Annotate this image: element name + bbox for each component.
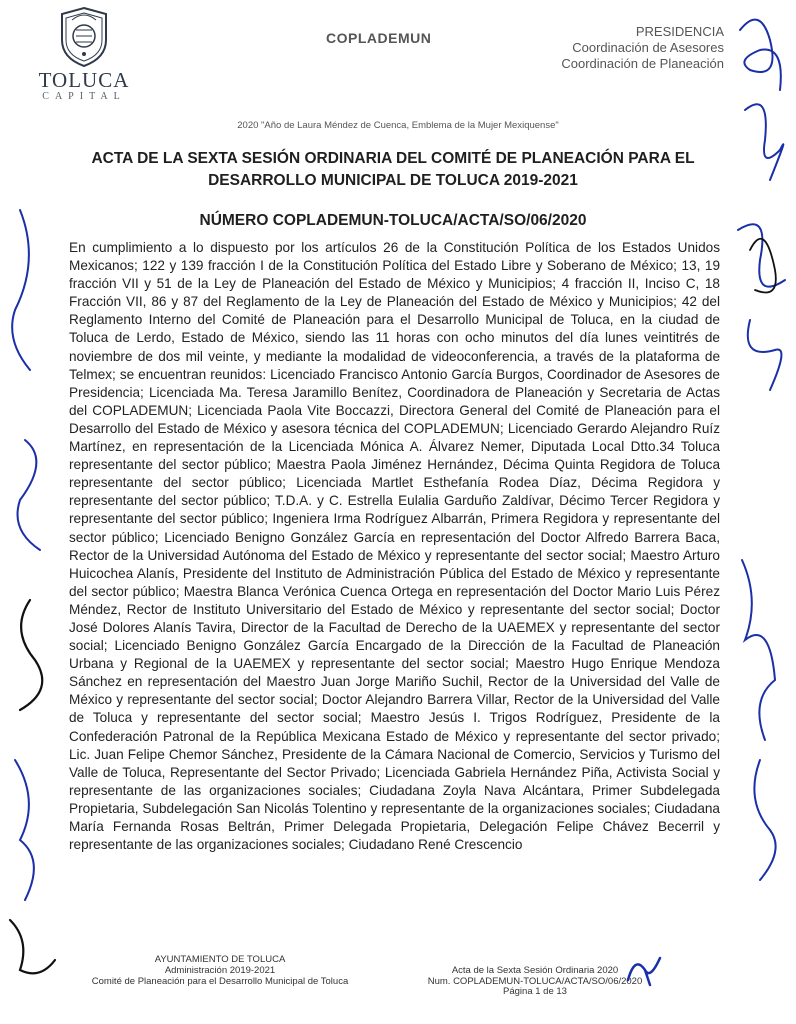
logo-wordmark: TOLUCA bbox=[38, 68, 130, 92]
toluca-logo bbox=[36, 6, 132, 110]
document-body: En cumplimiento a lo dispuesto por los artículos 26 de la Constitución Política de los Estados Unidos Mexicanos; 122 y 139 fracción I de la Constitución Política del Estado Libre y Soberano de México; 13, 19 fracción VII y 51 de la Ley de Planeación del Estado de México y Municipios; 4 fracción II, Inciso C, 18 Fracción VII, 86 y 87 del Reglamento de la Ley de Planeación del Estado de México y Municipios; 42 del Reglamento Interno del Comité de Planeación para el Desarrollo Municipal de Toluca, en la ciudad de Toluca de Lerdo, Estado de México, siendo las 11 horas con ocho minutos del día lunes veintitrés de noviembre de dos mil veinte, y mediante la modalidad de videoconferencia, a través de la plataforma de Telmex; se encuentran reunidos: Licenciado Francisco Antonio García Burgos, Coordinador de Asesores de Presidencia; Licenciada Ma. Teresa Jaramillo Benítez, Coordinadora de Planeación y Secretaria de Actas del COPLADEMUN; Licenciada Paola Vite Boccazzi, Directora General del Comité de Planeación para el Desarrollo del Estado de México y asesora técnica del COPLADEMUN; Licenciado Gerardo Alejandro Ruíz Martínez, en representación de la Licenciada Mónica A. Álvarez Nemer, Diputada Local Dtto.34 Toluca representante del sector público; Maestra Paola Jiménez Hernández, Décima Quinta Regidora de Toluca representante del sector público; Licenciada Martlet Esthefanía Rodea Díaz, Décima Regidora y representante del sector público; T.D.A. y C. Estrella Eulalia Garduño Zaldívar, Décimo Tercer Regidora y representante del sector público; Ingeniera Irma Rodríguez Albarrán, Primera Regidora y representante del sector público; Licenciado Benigno González García en representación del Doctor Alfredo Barrera Baca, Rector de la Universidad Autónoma del Estado de México y representante del sector social; Maestro Arturo Huicochea Alanís, Presidente del Instituto de Administración Pública del Estado de México y representante del sector público; Maestra Blanca Verónica Cuenca Ortega en representación del Doctor Mario Luis Pérez Méndez, Rector de Instituto Universitario del Estado de México y representante del sector social; Doctor José Dolores Alanís Tavira, Director de la Facultad de Derecho de la UAEMEX y representante del sector social; Licenciado Benigno González García Encargado de la Dirección de la Facultad de Planeación Urbana y Regional de la UAEMEX y representante del sector social; Maestro Hugo Enrique Mendoza Sánchez en representación del Maestro Juan Jorge Mariño Suchil, Rector de la Universidad del Valle de México y representante del sector social; Doctor Alejandro Barrera Villar, Rector de la Universidad del Valle de Toluca y representante del sector social; Maestro Jesús I. Trigos Rodríguez, Presidente de la Confederación Patronal de la República Mexicana Estado de México y representante del sector privado; Lic. Juan Felipe Chemor Sánchez, Presidente de la Cámara Nacional de Comercio, Servicios y Turismo del Valle de Toluca, Representante del Sector Privado; Licenciada Gabriela Hernández Piña, Activista Social y representante de las organizaciones sociales; Ciudadana Zoyla Nava Alcántara, Primer Subdelegada Propietaria, Subdelegación San Nicolás Tolentino y representante de la organizaciones sociales; Ciudadana María Fernanda Rosas Beltrán, Primer Delegada Propietaria, Delegación Felipe Chávez Becerril y representante de las organizaciones sociales; Ciudadano René Crescencio bbox=[69, 240, 720, 853]
header-right-block bbox=[561, 24, 724, 72]
organization-name: COPLADEMUN bbox=[326, 30, 432, 46]
left-margin-signatures bbox=[0, 200, 66, 990]
footer-comite: Comité de Planeación para el Desarrollo Municipal de Toluca bbox=[91, 976, 349, 987]
footer-right bbox=[410, 966, 660, 998]
header-coordinacion-planeacion: Coordinación de Planeación bbox=[561, 56, 724, 71]
header-presidencia: PRESIDENCIA bbox=[635, 24, 724, 39]
document-number: NÚMERO COPLADEMUN-TOLUCA/ACTA/SO/06/2020 bbox=[199, 212, 587, 229]
year-motto: 2020 "Año de Laura Méndez de Cuenca, Emblema de la Mujer Mexiquense" bbox=[237, 120, 559, 131]
footer-administracion: Administración 2019-2021 bbox=[164, 965, 276, 976]
footer-acta: Acta de la Sexta Sesión Ordinaria 2020 bbox=[451, 965, 619, 976]
logo-tagline: CAPITAL bbox=[42, 91, 126, 102]
document-title: ACTA DE LA SEXTA SESIÓN ORDINARIA DEL COMITÉ DE PLANEACIÓN PARA EL DESARROLLO MUNICIPAL DE TOLUCA 2019-2021 bbox=[91, 150, 695, 189]
toluca-coat-of-arms-icon bbox=[54, 6, 114, 68]
footer-numero: Num. COPLADEMUN-TOLUCA/ACTA/SO/06/2020 bbox=[427, 975, 643, 987]
footer-left bbox=[70, 954, 370, 987]
footer-pagina: Página 1 de 13 bbox=[503, 986, 567, 997]
right-margin-signatures bbox=[730, 0, 796, 900]
footer-ayuntamiento: AYUNTAMIENTO DE TOLUCA bbox=[154, 954, 286, 965]
header-coordinacion-asesores: Coordinación de Asesores bbox=[572, 40, 724, 55]
